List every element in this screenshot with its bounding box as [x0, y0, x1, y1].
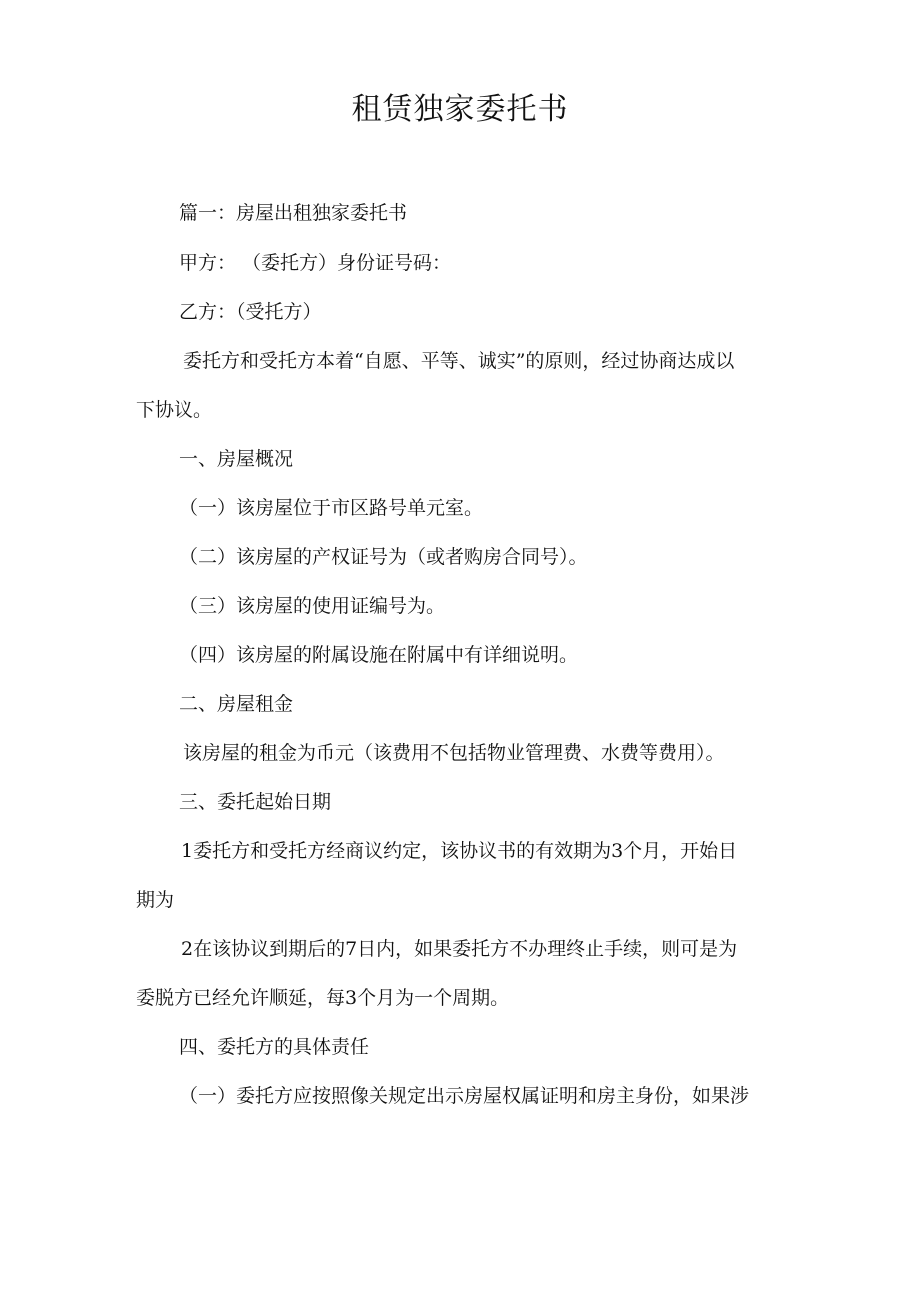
paragraph-line: 委托方和受托方本着“自愿、平等、诚实”的原则，经过协商达成以: [183, 350, 735, 372]
paragraph-line: 乙方：（受托方）: [179, 301, 322, 323]
paragraph-line: 下协议。: [136, 399, 213, 421]
paragraph-line: （二）该房屋的产权证号为（或者购房合同号）。: [179, 546, 588, 568]
paragraph-line: （四）该房屋的附属设施在附属中有详细说明。: [179, 644, 579, 666]
paragraph-line: 篇一：房屋出租独家委托书: [179, 202, 408, 224]
section-heading: 二、房屋租金: [179, 693, 294, 715]
document-title: 租赁独家委托书: [351, 92, 569, 127]
paragraph-line: 期为: [136, 889, 175, 911]
paragraph-line: 2在该协议到期后的7日内，如果委托方不办理终止手续，则可是为: [181, 938, 738, 960]
paragraph-line: 甲方： （委托方）身份证号码：: [179, 252, 452, 274]
paragraph-line: 委脱方已经允许顺延，每3个月为一个周期。: [136, 987, 510, 1009]
paragraph-line: 该房屋的租金为币元（该费用不包括物业管理费、水费等费用）。: [183, 742, 725, 764]
section-heading: 三、委托起始日期: [179, 791, 332, 813]
section-heading: 一、房屋概况: [179, 448, 294, 470]
paragraph-line: （三）该房屋的使用证编号为。: [179, 595, 446, 617]
paragraph-line: 1委托方和受托方经商议约定，该协议书的有效期为3个月，开始日: [181, 840, 738, 862]
paragraph-line: （一）委托方应按照像关规定出示房屋权属证明和房主身份，如果涉: [179, 1085, 750, 1107]
section-heading: 四、委托方的具体责任: [179, 1036, 370, 1058]
paragraph-line: （一）该房屋位于市区路号单元室。: [179, 497, 484, 519]
